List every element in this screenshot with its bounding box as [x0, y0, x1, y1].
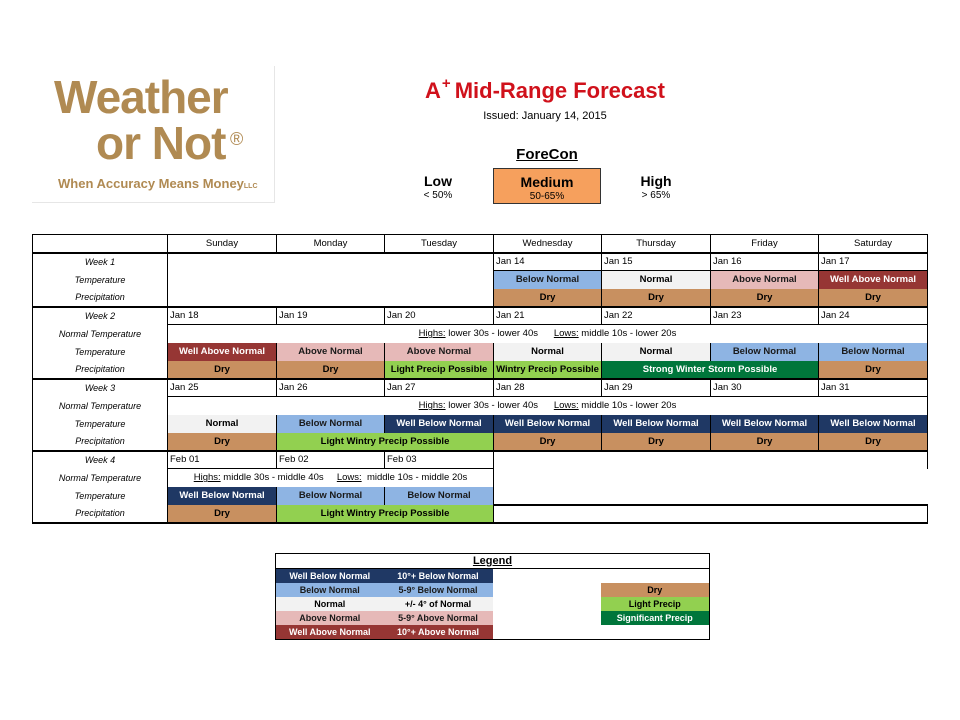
date-cell: Jan 23 — [711, 307, 819, 325]
precip-cell: Dry — [494, 289, 602, 307]
week4-date-row — [33, 451, 928, 469]
legend — [275, 553, 710, 640]
logo-registered-mark: ® — [230, 129, 244, 149]
precip-cell: Dry — [711, 289, 819, 307]
day-saturday: Saturday — [819, 235, 928, 253]
week-label: Week 3 — [33, 379, 168, 397]
legend-row — [276, 625, 710, 640]
legend-spacer — [493, 597, 601, 611]
issued-date: Issued: January 14, 2015 — [483, 110, 607, 122]
precip-cell: Light Wintry Precip Possible — [277, 505, 494, 523]
legend-significant-precip: Significant Precip — [601, 611, 710, 625]
precip-cell: Dry — [602, 433, 711, 451]
date-cell: Feb 03 — [385, 451, 494, 469]
precip-cell: Light Precip Possible — [385, 361, 494, 379]
date-cell: Jan 31 — [819, 379, 928, 397]
date-cell: Jan 28 — [494, 379, 602, 397]
forecon-high: High > 65% — [640, 173, 672, 201]
legend-spacer — [601, 569, 710, 584]
day-friday: Friday — [711, 235, 819, 253]
legend-above-desc: 5-9° Above Normal — [384, 611, 493, 625]
date-cell: Jan 20 — [385, 307, 494, 325]
legend-spacer — [493, 583, 601, 597]
logo-tagline: When Accuracy Means MoneyLLC — [58, 176, 258, 191]
date-cell: Jan 27 — [385, 379, 494, 397]
temp-cell: Well Above Normal — [819, 271, 928, 289]
normal-temperature-text: Highs: middle 30s - middle 40s Lows: middle 10s - middle 20s — [168, 469, 494, 487]
company-logo — [32, 66, 275, 203]
normal-temperature-label: Normal Temperature — [33, 469, 168, 487]
precipitation-label: Precipitation — [33, 505, 168, 523]
logo-line2: or Not — [96, 117, 226, 169]
temp-cell: Above Normal — [385, 343, 494, 361]
week3-temp-row — [33, 415, 928, 433]
empty-cell — [168, 289, 494, 307]
legend-well-below-desc: 10°+ Below Normal — [384, 569, 493, 584]
week2-precip-row — [33, 361, 928, 379]
temp-cell: Above Normal — [711, 271, 819, 289]
legend-spacer — [493, 625, 601, 640]
temp-cell: Below Normal — [494, 271, 602, 289]
temperature-label: Temperature — [33, 271, 168, 289]
week-label: Week 1 — [33, 253, 168, 271]
week4-temp-row — [33, 487, 928, 505]
temp-cell: Normal — [602, 343, 711, 361]
date-cell: Jan 14 — [494, 253, 602, 271]
date-cell: Jan 21 — [494, 307, 602, 325]
legend-above: Above Normal — [276, 611, 384, 625]
legend-light-precip: Light Precip — [601, 597, 710, 611]
day-tuesday: Tuesday — [385, 235, 494, 253]
precip-cell: Dry — [277, 361, 385, 379]
temp-cell: Above Normal — [277, 343, 385, 361]
legend-spacer — [493, 611, 601, 625]
forecon-title: ForeCon — [516, 146, 578, 163]
precip-cell: Dry — [168, 505, 277, 523]
temperature-label: Temperature — [33, 343, 168, 361]
precip-cell: Dry — [602, 289, 711, 307]
week1-temp-row — [33, 271, 928, 289]
empty-cell — [494, 451, 928, 469]
week1-date-row — [33, 253, 928, 271]
date-cell: Feb 01 — [168, 451, 277, 469]
empty-cell — [494, 469, 928, 487]
legend-row — [276, 611, 710, 625]
legend-header-row — [276, 554, 710, 569]
date-cell: Jan 16 — [711, 253, 819, 271]
temp-cell: Below Normal — [277, 415, 385, 433]
week2-date-row — [33, 307, 928, 325]
week4-precip-row — [33, 505, 928, 523]
temp-cell: Well Below Normal — [819, 415, 928, 433]
date-cell: Jan 29 — [602, 379, 711, 397]
day-sunday: Sunday — [168, 235, 277, 253]
precip-cell: Wintry Precip Possible — [494, 361, 602, 379]
date-cell: Jan 15 — [602, 253, 711, 271]
precip-cell: Light Wintry Precip Possible — [277, 433, 494, 451]
temp-cell: Well Below Normal — [494, 415, 602, 433]
normal-temperature-label: Normal Temperature — [33, 397, 168, 415]
forecast-table — [32, 234, 928, 524]
temp-cell: Normal — [494, 343, 602, 361]
temp-cell: Below Normal — [277, 487, 385, 505]
legend-spacer — [493, 569, 601, 584]
temp-cell: Well Below Normal — [602, 415, 711, 433]
precip-cell: Dry — [494, 433, 602, 451]
precip-cell: Dry — [819, 289, 928, 307]
week3-date-row — [33, 379, 928, 397]
date-cell: Jan 19 — [277, 307, 385, 325]
legend-normal: Normal — [276, 597, 384, 611]
week1-precip-row — [33, 289, 928, 307]
date-cell: Jan 25 — [168, 379, 277, 397]
date-cell: Jan 17 — [819, 253, 928, 271]
legend-normal-desc: +/- 4° of Normal — [384, 597, 493, 611]
day-header-row — [33, 235, 928, 253]
date-cell: Jan 30 — [711, 379, 819, 397]
date-cell: Jan 18 — [168, 307, 277, 325]
normal-temperature-text: Highs: lower 30s - lower 40s Lows: middle 10s - lower 20s — [168, 397, 928, 415]
corner-cell — [33, 235, 168, 253]
week2-normal-row — [33, 325, 928, 343]
forecon-low: Low < 50% — [423, 173, 453, 201]
empty-cell — [168, 271, 494, 289]
temp-cell: Below Normal — [385, 487, 494, 505]
week-label: Week 2 — [33, 307, 168, 325]
legend-row — [276, 583, 710, 597]
week3-precip-row — [33, 433, 928, 451]
temp-cell: Well Below Normal — [385, 415, 494, 433]
precipitation-label: Precipitation — [33, 361, 168, 379]
empty-cell — [494, 487, 928, 505]
precipitation-label: Precipitation — [33, 289, 168, 307]
temp-cell: Well Below Normal — [711, 415, 819, 433]
legend-row — [276, 569, 710, 584]
logo-tag-suffix: LLC — [243, 183, 258, 190]
legend-below: Below Normal — [276, 583, 384, 597]
temperature-label: Temperature — [33, 487, 168, 505]
date-cell: Jan 26 — [277, 379, 385, 397]
forecon-medium: Medium 50-65% — [493, 168, 601, 204]
legend-dry: Dry — [601, 583, 710, 597]
week3-normal-row — [33, 397, 928, 415]
temp-cell: Normal — [168, 415, 277, 433]
legend-below-desc: 5-9° Below Normal — [384, 583, 493, 597]
legend-well-above-desc: 10°+ Above Normal — [384, 625, 493, 640]
precip-cell: Dry — [168, 361, 277, 379]
normal-temperature-label: Normal Temperature — [33, 325, 168, 343]
empty-cell — [168, 253, 494, 271]
legend-title: Legend — [276, 554, 710, 569]
date-cell: Feb 02 — [277, 451, 385, 469]
precip-cell: Dry — [819, 433, 928, 451]
precip-cell: Strong Winter Storm Possible — [602, 361, 819, 379]
week-label: Week 4 — [33, 451, 168, 469]
day-wednesday: Wednesday — [494, 235, 602, 253]
temp-cell: Normal — [602, 271, 711, 289]
precipitation-label: Precipitation — [33, 433, 168, 451]
precip-cell: Dry — [711, 433, 819, 451]
temperature-label: Temperature — [33, 415, 168, 433]
page-title: A+ Mid-Range Forecast — [425, 75, 665, 103]
temp-cell: Well Above Normal — [168, 343, 277, 361]
empty-cell — [494, 505, 928, 523]
legend-row — [276, 597, 710, 611]
day-thursday: Thursday — [602, 235, 711, 253]
precip-cell: Dry — [168, 433, 277, 451]
precip-cell: Dry — [819, 361, 928, 379]
day-monday: Monday — [277, 235, 385, 253]
temp-cell: Below Normal — [819, 343, 928, 361]
temp-cell: Below Normal — [711, 343, 819, 361]
normal-temperature-text: Highs: lower 30s - lower 40s Lows: middle 10s - lower 20s — [168, 325, 928, 343]
date-cell: Jan 24 — [819, 307, 928, 325]
logo-line1: Weather — [54, 71, 228, 123]
legend-well-above: Well Above Normal — [276, 625, 384, 640]
legend-spacer — [601, 625, 710, 640]
legend-well-below: Well Below Normal — [276, 569, 384, 584]
temp-cell: Well Below Normal — [168, 487, 277, 505]
date-cell: Jan 22 — [602, 307, 711, 325]
week2-temp-row — [33, 343, 928, 361]
week4-normal-row — [33, 469, 928, 487]
